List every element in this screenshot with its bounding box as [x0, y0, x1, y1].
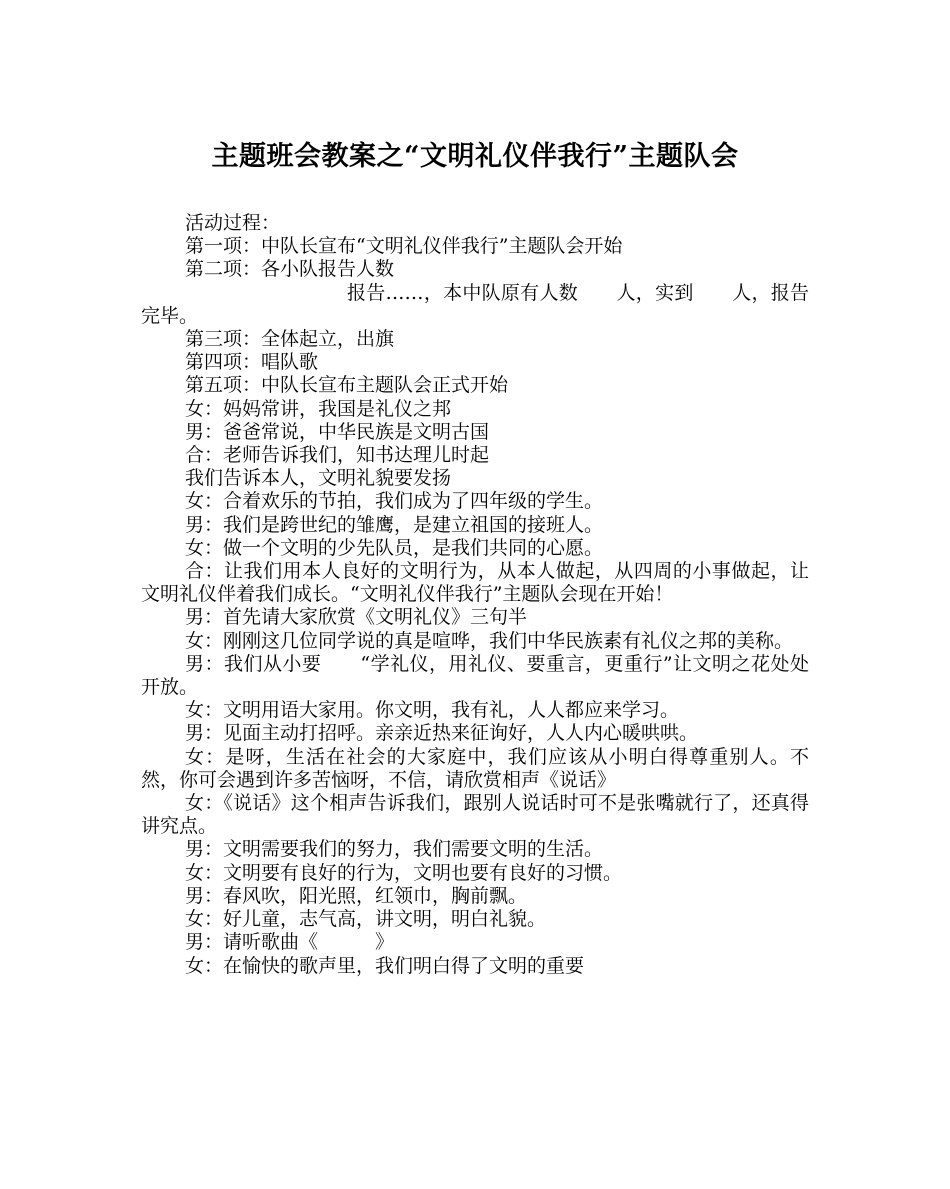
- paragraph: 第五项：中队长宣布主题队会正式开始: [185, 374, 509, 397]
- paragraph-report: 报告……，本中队原有人数 人，实到 人，报告完毕。: [141, 281, 809, 327]
- paragraph: 男：首先请大家欣赏《文明礼仪》三句半: [185, 606, 528, 629]
- document-title: 主题班会教案之“文明礼仪伴我行”主题队会: [211, 141, 739, 172]
- paragraph: 女：文明要有良好的行为，文明也要有良好的习惯。: [185, 861, 623, 884]
- paragraph: 男：春风吹，阳光照，红领巾，胸前飘。: [185, 884, 528, 907]
- paragraph: 男：文明需要我们的努力，我们需要文明的生活。: [185, 838, 604, 861]
- paragraph: 活动过程：: [185, 212, 281, 234]
- paragraph: 第四项：唱队歌: [185, 351, 319, 374]
- paragraph: 女：合着欢乐的节拍，我们成为了四年级的学生。: [185, 490, 604, 513]
- paragraph: 第三项：全体起立，出旗: [185, 328, 395, 351]
- paragraph: 女：妈妈常讲，我国是礼仪之邦: [185, 397, 452, 420]
- paragraph: 合：老师告诉我们，知书达理儿时起: [185, 444, 490, 467]
- paragraph: 男：我们从小要 “学礼仪，用礼仪、要重言，更重行”让文明之花处处开放。: [141, 652, 809, 699]
- paragraph: 女：在愉快的歌声里，我们明白得了文明的重要: [185, 954, 585, 977]
- document-body: [141, 212, 809, 978]
- paragraph: 女：刚刚这几位同学说的真是喧哗，我们中华民族素有礼仪之邦的美称。: [185, 629, 794, 652]
- paragraph: 男：请听歌曲《 》: [185, 931, 395, 954]
- paragraph: 第一项：中队长宣布“文明礼仪伴我行”主题队会开始: [185, 235, 623, 258]
- paragraph: 女：《说话》这个相声告诉我们，跟别人说话时可不是张嘴就行了，还真得讲究点。: [141, 792, 809, 838]
- paragraph: 女：做一个文明的少先队员，是我们共同的心愿。: [185, 536, 604, 559]
- paragraph: 女：是呀，生活在社会的大家庭中，我们应该从小明白得尊重别人。不然，你可会遇到许多苦恼呀，不信，请欣赏相声《说话》: [141, 745, 809, 791]
- paragraph: 女：文明用语大家用。你文明，我有礼，人人都应来学习。: [185, 699, 680, 722]
- paragraph: 男：见面主动打招呼。亲亲近热来征询好，人人内心暖哄哄。: [185, 722, 699, 745]
- paragraph: 女：好儿童，志气高，讲文明，明白礼貌。: [185, 908, 547, 931]
- paragraph: 第二项：各小队报告人数: [185, 258, 395, 281]
- paragraph: 合：让我们用本人良好的文明行为，从本人做起，从四周的小事做起，让文明礼仪伴着我们成长。“文明礼仪伴我行”主题队会现在开始！: [141, 560, 809, 606]
- paragraph: 男：爸爸常说，中华民族是文明古国: [185, 420, 490, 443]
- paragraph: 我们告诉本人，文明礼貌要发扬: [185, 467, 452, 490]
- paragraph: 男：我们是跨世纪的雏鹰，是建立祖国的接班人。: [185, 513, 604, 536]
